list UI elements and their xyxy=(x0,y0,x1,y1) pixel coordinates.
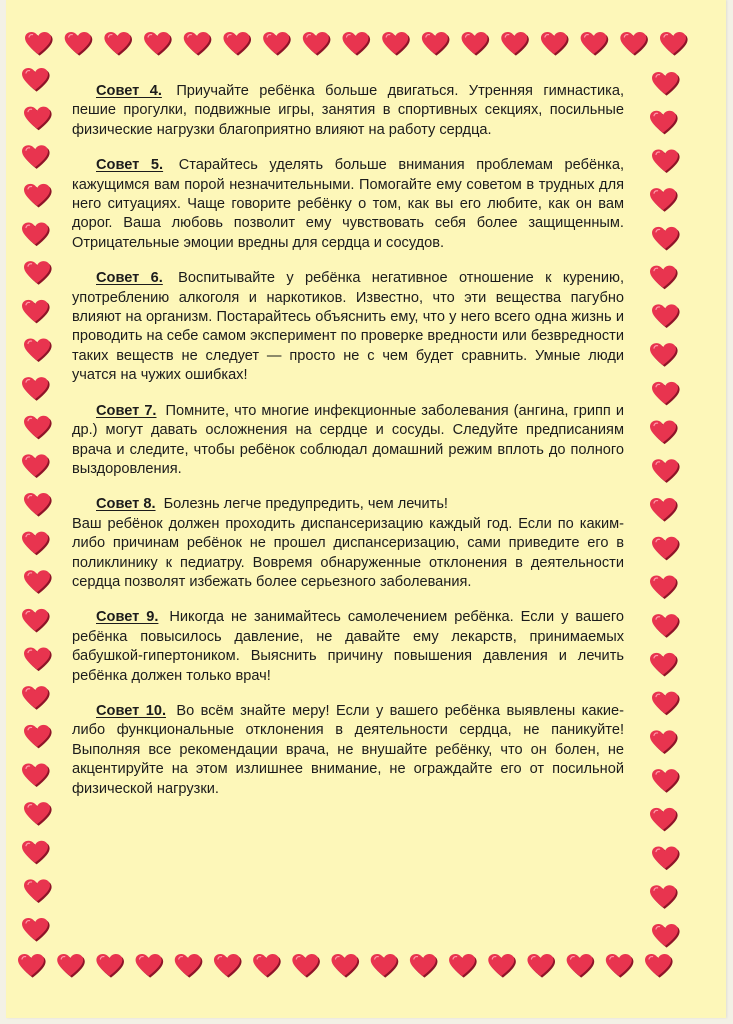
tip-10 xyxy=(72,702,624,799)
tip-body: Помните, что многие инфекционные заболевания (ангина, грипп и др.) могут давать осложнения на сердце и сосуды. Следуйте предписаниям врача и следите, чтобы ребёнок соблюдал домашний режим вплоть до полного выздоровления. xyxy=(72,402,624,477)
tip-label: Совет 8. xyxy=(96,496,156,513)
tip-label: Совет 4. xyxy=(96,83,162,99)
tip-label: Совет 10. xyxy=(96,702,166,719)
tip-body: Воспитывайте у ребёнка негативное отношение к курению, употреблению алкоголя и наркотиков. Известно, что эти вещества пагубно влияют на организм. Постарайтесь объяснить ему, что у него всего одна жизнь и проводить на себе самом эксперимент по проверке вредности или безвредности таких веществ не следует — просто не с чем будет сравнить. Умные люди учатся на чужих ошибках! xyxy=(72,270,624,384)
tip-body: Старайтесь уделять больше внимания проблемам ребёнка, кажущимся вам порой незначительными. Помогайте ему советом в трудных для него ситуациях. Чаще говорите ребёнку о том, как вы его любите, как он вам дорог. Ваша любовь позволит ему чувствовать себя более защищенным. Отрицательные эмоции вредны для сердца и сосудов. xyxy=(72,157,624,251)
tip-body: Во всём знайте меру! Если у вашего ребёнка выявлены какие-либо функциональные отклонения в деятельности сердца, не паникуйте! Выполняя все рекомендации врача, не внушайте ребёнку, что он болен, не акцентируйте на этом излишнее внимание, не ограждайте его от посильной физической нагрузки. xyxy=(72,702,624,797)
tip-9 xyxy=(72,608,624,686)
tip-8 xyxy=(72,495,624,592)
tip-continuation: Ваш ребёнок должен проходить диспансеризацию каждый год. Если по каким-либо причинам ребёнок не прошел диспансеризацию, сами приведите его в поликлинику к педиатру. Вовремя обнаруженные отклонения в деятельности сердца позволят избежать более серьезного заболевания. xyxy=(72,515,624,590)
tip-5 xyxy=(72,156,624,253)
tip-body: Никогда не занимайтесь самолечением ребёнка. Если у вашего ребёнка повысилось давление, не давайте ему лекарств, принимаемых бабушкой-гипертоником. Выяснить причину повышения давления и лечить ребёнка должен только врач! xyxy=(72,609,625,684)
tip-7 xyxy=(72,402,624,480)
tip-label: Совет 5. xyxy=(96,157,164,174)
tip-label: Совет 9. xyxy=(96,609,159,626)
tip-label: Совет 6. xyxy=(96,270,163,287)
tip-6 xyxy=(72,269,624,385)
tip-body: Болезнь легче предупредить, чем лечить! xyxy=(163,496,448,513)
tip-label: Совет 7. xyxy=(96,402,157,419)
tip-body: Приучайте ребёнка больше двигаться. Утренняя гимнастика, пешие прогулки, подвижные игры, занятия в спортивных секциях, посильные физические нагрузки благоприятно влияют на работу сердца. xyxy=(72,83,625,138)
tips-content xyxy=(72,82,624,815)
tip-4 xyxy=(72,82,624,140)
